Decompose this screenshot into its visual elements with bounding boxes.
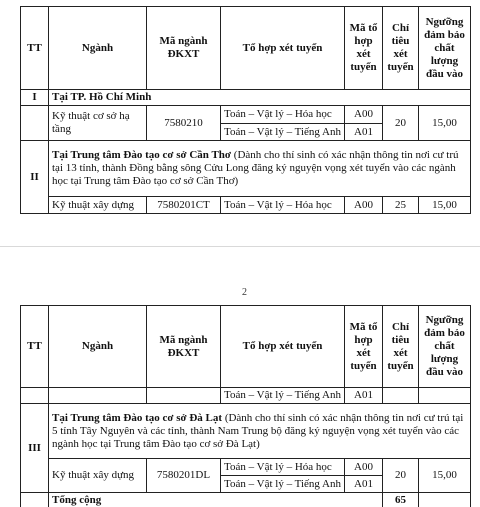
cell-to-hop: Toán – Vật lý – Tiếng Anh: [221, 124, 345, 141]
section-row: [21, 141, 471, 197]
section-title-cell: [49, 141, 471, 197]
section-number: I: [21, 90, 49, 106]
cell-to-hop: Toán – Vật lý – Tiếng Anh: [221, 476, 345, 493]
table-row: [21, 388, 471, 404]
header-ma-nganh: Mã ngành ĐKXT: [147, 7, 221, 90]
cell-chi-tieu: 20: [383, 106, 419, 141]
total-value: 65: [383, 493, 419, 507]
cell-chi-tieu: 20: [383, 459, 419, 493]
total-row: [21, 493, 471, 507]
cell-nganh: Kỹ thuật cơ sở hạ tầng: [49, 106, 147, 141]
cell-ma-to-hop: A01: [345, 476, 383, 493]
header-nguong: Ngưỡng đảm bảo chất lượng đầu vào: [419, 7, 471, 90]
cell-ma-to-hop: A00: [345, 106, 383, 124]
header-to-hop: Tổ hợp xét tuyển: [221, 7, 345, 90]
total-label: Tổng cộng: [49, 493, 383, 507]
admission-table-page2: [20, 305, 471, 507]
cell-chi-tieu: 25: [383, 197, 419, 214]
table-row: [21, 197, 471, 214]
cell-ma-to-hop: A01: [345, 388, 383, 404]
cell-to-hop: Toán – Vật lý – Hóa học: [221, 197, 345, 214]
cell-nguong: 15,00: [419, 459, 471, 493]
section-title: Tại Trung tâm Đào tạo cơ sở Cần Thơ: [52, 149, 232, 161]
section-title: Tại Trung tâm Đào tạo cơ sở Đà Lạt: [52, 411, 223, 424]
cell-ma-to-hop: A00: [345, 197, 383, 214]
header-ma-to-hop: Mã tổ hợp xét tuyển: [345, 7, 383, 90]
table-header-row: [21, 306, 471, 388]
page-separator: [0, 246, 480, 247]
section-number: II: [21, 141, 49, 214]
section-note: (Dành cho thí sinh có xác nhận thông tin nơi cư trú tại 5 tỉnh Tây Nguyên và các tỉnh, thành Nam Trung bộ đăng ký nguyện vọng xét tuyển vào các ngành học tại Trung tâm Đào tạo cơ sở Đà Lạt): [52, 411, 464, 450]
header-tt: TT: [21, 7, 49, 90]
cell-nganh: Kỹ thuật xây dựng: [49, 459, 147, 493]
section-row: [21, 404, 471, 459]
cell-nguong: 15,00: [419, 197, 471, 214]
section-title-cell: [49, 404, 471, 459]
cell-ma-nganh: 7580210: [147, 106, 221, 141]
section-title: Tại TP. Hồ Chí Minh: [49, 90, 471, 106]
admission-table-page1: [20, 6, 471, 214]
header-ma-to-hop: Mã tổ hợp xét tuyển: [345, 306, 383, 388]
table-header-row: [21, 7, 471, 90]
cell-ma-nganh: 7580201DL: [147, 459, 221, 493]
cell-to-hop: Toán – Vật lý – Hóa học: [221, 459, 345, 476]
cell-nguong: 15,00: [419, 106, 471, 141]
header-tt: TT: [21, 306, 49, 388]
cell-nganh: Kỹ thuật xây dựng: [49, 197, 147, 214]
cell-ma-to-hop: A01: [345, 124, 383, 141]
section-row: [21, 90, 471, 106]
section-note: (Dành cho thí sinh có xác nhận thông tin nơi cư trú tại 13 tỉnh, thành Đồng bằng sông Cửu Long đăng ký nguyện vọng xét tuyển vào các ngành học tại Trung tâm Đào tạo cơ sở Cần Thơ): [52, 149, 459, 187]
header-nganh: Ngành: [49, 306, 147, 388]
cell-ma-to-hop: A00: [345, 459, 383, 476]
header-chi-tieu: Chỉ tiêu xét tuyển: [383, 306, 419, 388]
header-chi-tieu: Chỉ tiêu xét tuyển: [383, 7, 419, 90]
section-number: III: [21, 404, 49, 493]
header-ma-nganh: Mã ngành ĐKXT: [147, 306, 221, 388]
table-row: [21, 106, 471, 124]
header-nguong: Ngưỡng đảm bảo chất lượng đầu vào: [419, 306, 471, 388]
cell-to-hop: Toán – Vật lý – Tiếng Anh: [221, 388, 345, 404]
cell-ma-nganh: 7580201CT: [147, 197, 221, 214]
header-nganh: Ngành: [49, 7, 147, 90]
page-number: 2: [242, 287, 247, 298]
cell-to-hop: Toán – Vật lý – Hóa học: [221, 106, 345, 124]
header-to-hop: Tổ hợp xét tuyển: [221, 306, 345, 388]
table-row: [21, 459, 471, 476]
